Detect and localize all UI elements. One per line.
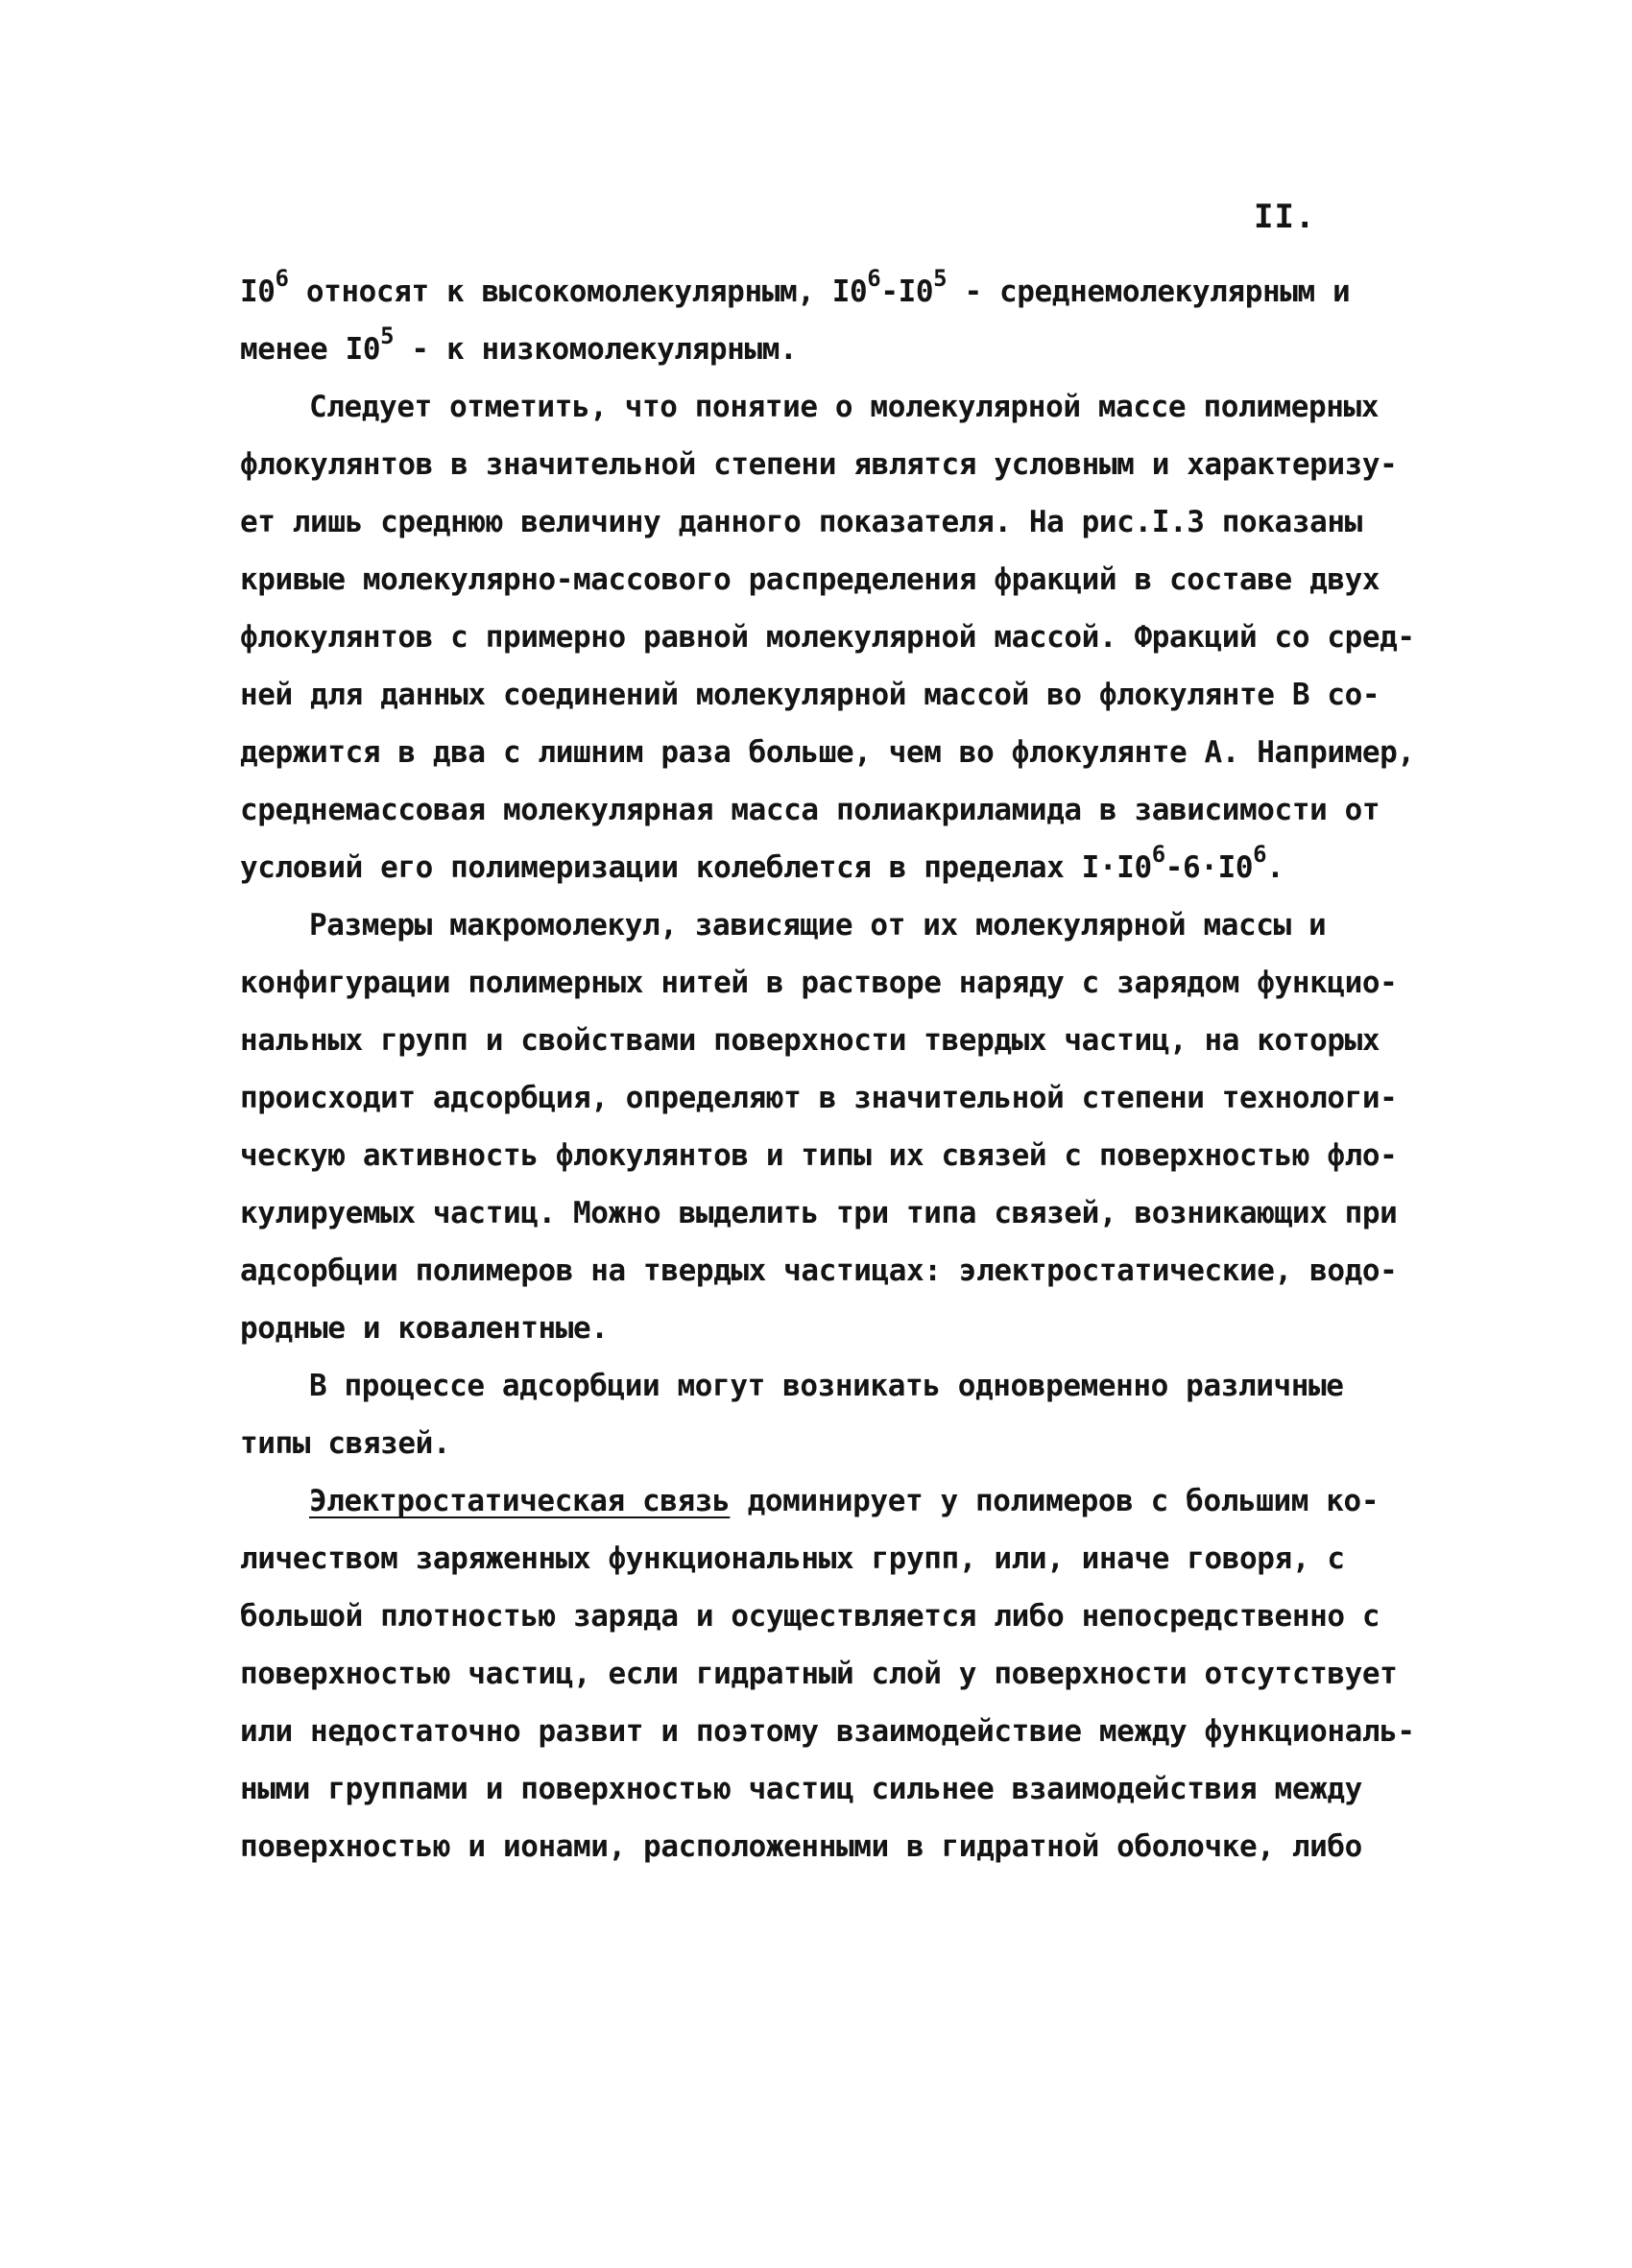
p2-line: флокулянтов с примерно равной молекулярной массой. Фракций со сред-	[240, 620, 1415, 655]
p2-line: держится в два с лишним раза больше, чем во флокулянте А. Например,	[240, 735, 1415, 770]
p2-line: кривые молекулярно-массового распределения фракций в составе двух	[240, 562, 1380, 597]
p5-line: или недостаточно развит и поэтому взаимодействие между функциональ-	[240, 1714, 1415, 1749]
page-number: II.	[1254, 198, 1316, 236]
p2-line: ней для данных соединений молекулярной массой во флокулянте В со-	[240, 678, 1380, 712]
p2-line: ет лишь среднюю величину данного показателя. На рис.I.3 показаны	[240, 505, 1362, 539]
p3-line: кулируемых частиц. Можно выделить три типа связей, возникающих при	[240, 1196, 1398, 1230]
p2-line: среднемассовая молекулярная масса полиакриламида в зависимости от	[240, 793, 1380, 827]
document-body	[240, 263, 1430, 1875]
p5-line: поверхностью частиц, если гидратный слой у поверхности отсутствует	[240, 1657, 1398, 1691]
p5-line: поверхностью и ионами, расположенными в гидратной оболочке, либо	[240, 1829, 1362, 1864]
p1-line-2: менее $I0^5$ - к низкомолекулярным.	[240, 322, 798, 367]
underlined-term: Электростатическая связь	[309, 1484, 731, 1518]
p3-line: нальных групп и свойствами поверхности твердых частиц, на которых	[240, 1023, 1380, 1058]
p5-line-first: Электростатическая связь доминирует у полимеров с большим ко-	[309, 1484, 1380, 1518]
p2-line: Следует отметить, что понятие о молекулярной массе полимерных	[309, 390, 1380, 424]
p4-line: типы связей.	[240, 1426, 451, 1461]
p3-line: родные и ковалентные.	[240, 1311, 609, 1346]
p3-line: происходит адсорбция, определяют в значительной степени технологи-	[240, 1081, 1398, 1115]
p3-line: адсорбции полимеров на твердых частицах: электростатические, водо-	[240, 1253, 1398, 1288]
p5-line: ными группами и поверхностью частиц сильнее взаимодействия между	[240, 1772, 1362, 1806]
p5-line: большой плотностью заряда и осуществляется либо непосредственно с	[240, 1599, 1380, 1634]
p2-line-last: условий его полимеризации колеблется в пределах $I\cdot I0^6-6\cdot I0^6$.	[240, 841, 1284, 885]
p3-line: конфигурации полимерных нитей в растворе наряду с зарядом функцио-	[240, 966, 1398, 1000]
p3-line: Размеры макромолекул, зависящие от их молекулярной массы и	[309, 908, 1327, 943]
p3-line: ческую активность флокулянтов и типы их связей с поверхностью фло-	[240, 1138, 1398, 1173]
p4-line: В процессе адсорбции могут возникать одновременно различные	[309, 1369, 1344, 1403]
p5-line: личеством заряженных функциональных групп, или, иначе говоря, с	[240, 1541, 1345, 1576]
p1-line-1: $I0^6$ относят к высокомолекулярным, $I0^6-I0^5$ - среднемолекулярным и	[240, 265, 1351, 309]
p2-line: флокулянтов в значительной степени являтся условным и характеризу-	[240, 447, 1398, 482]
